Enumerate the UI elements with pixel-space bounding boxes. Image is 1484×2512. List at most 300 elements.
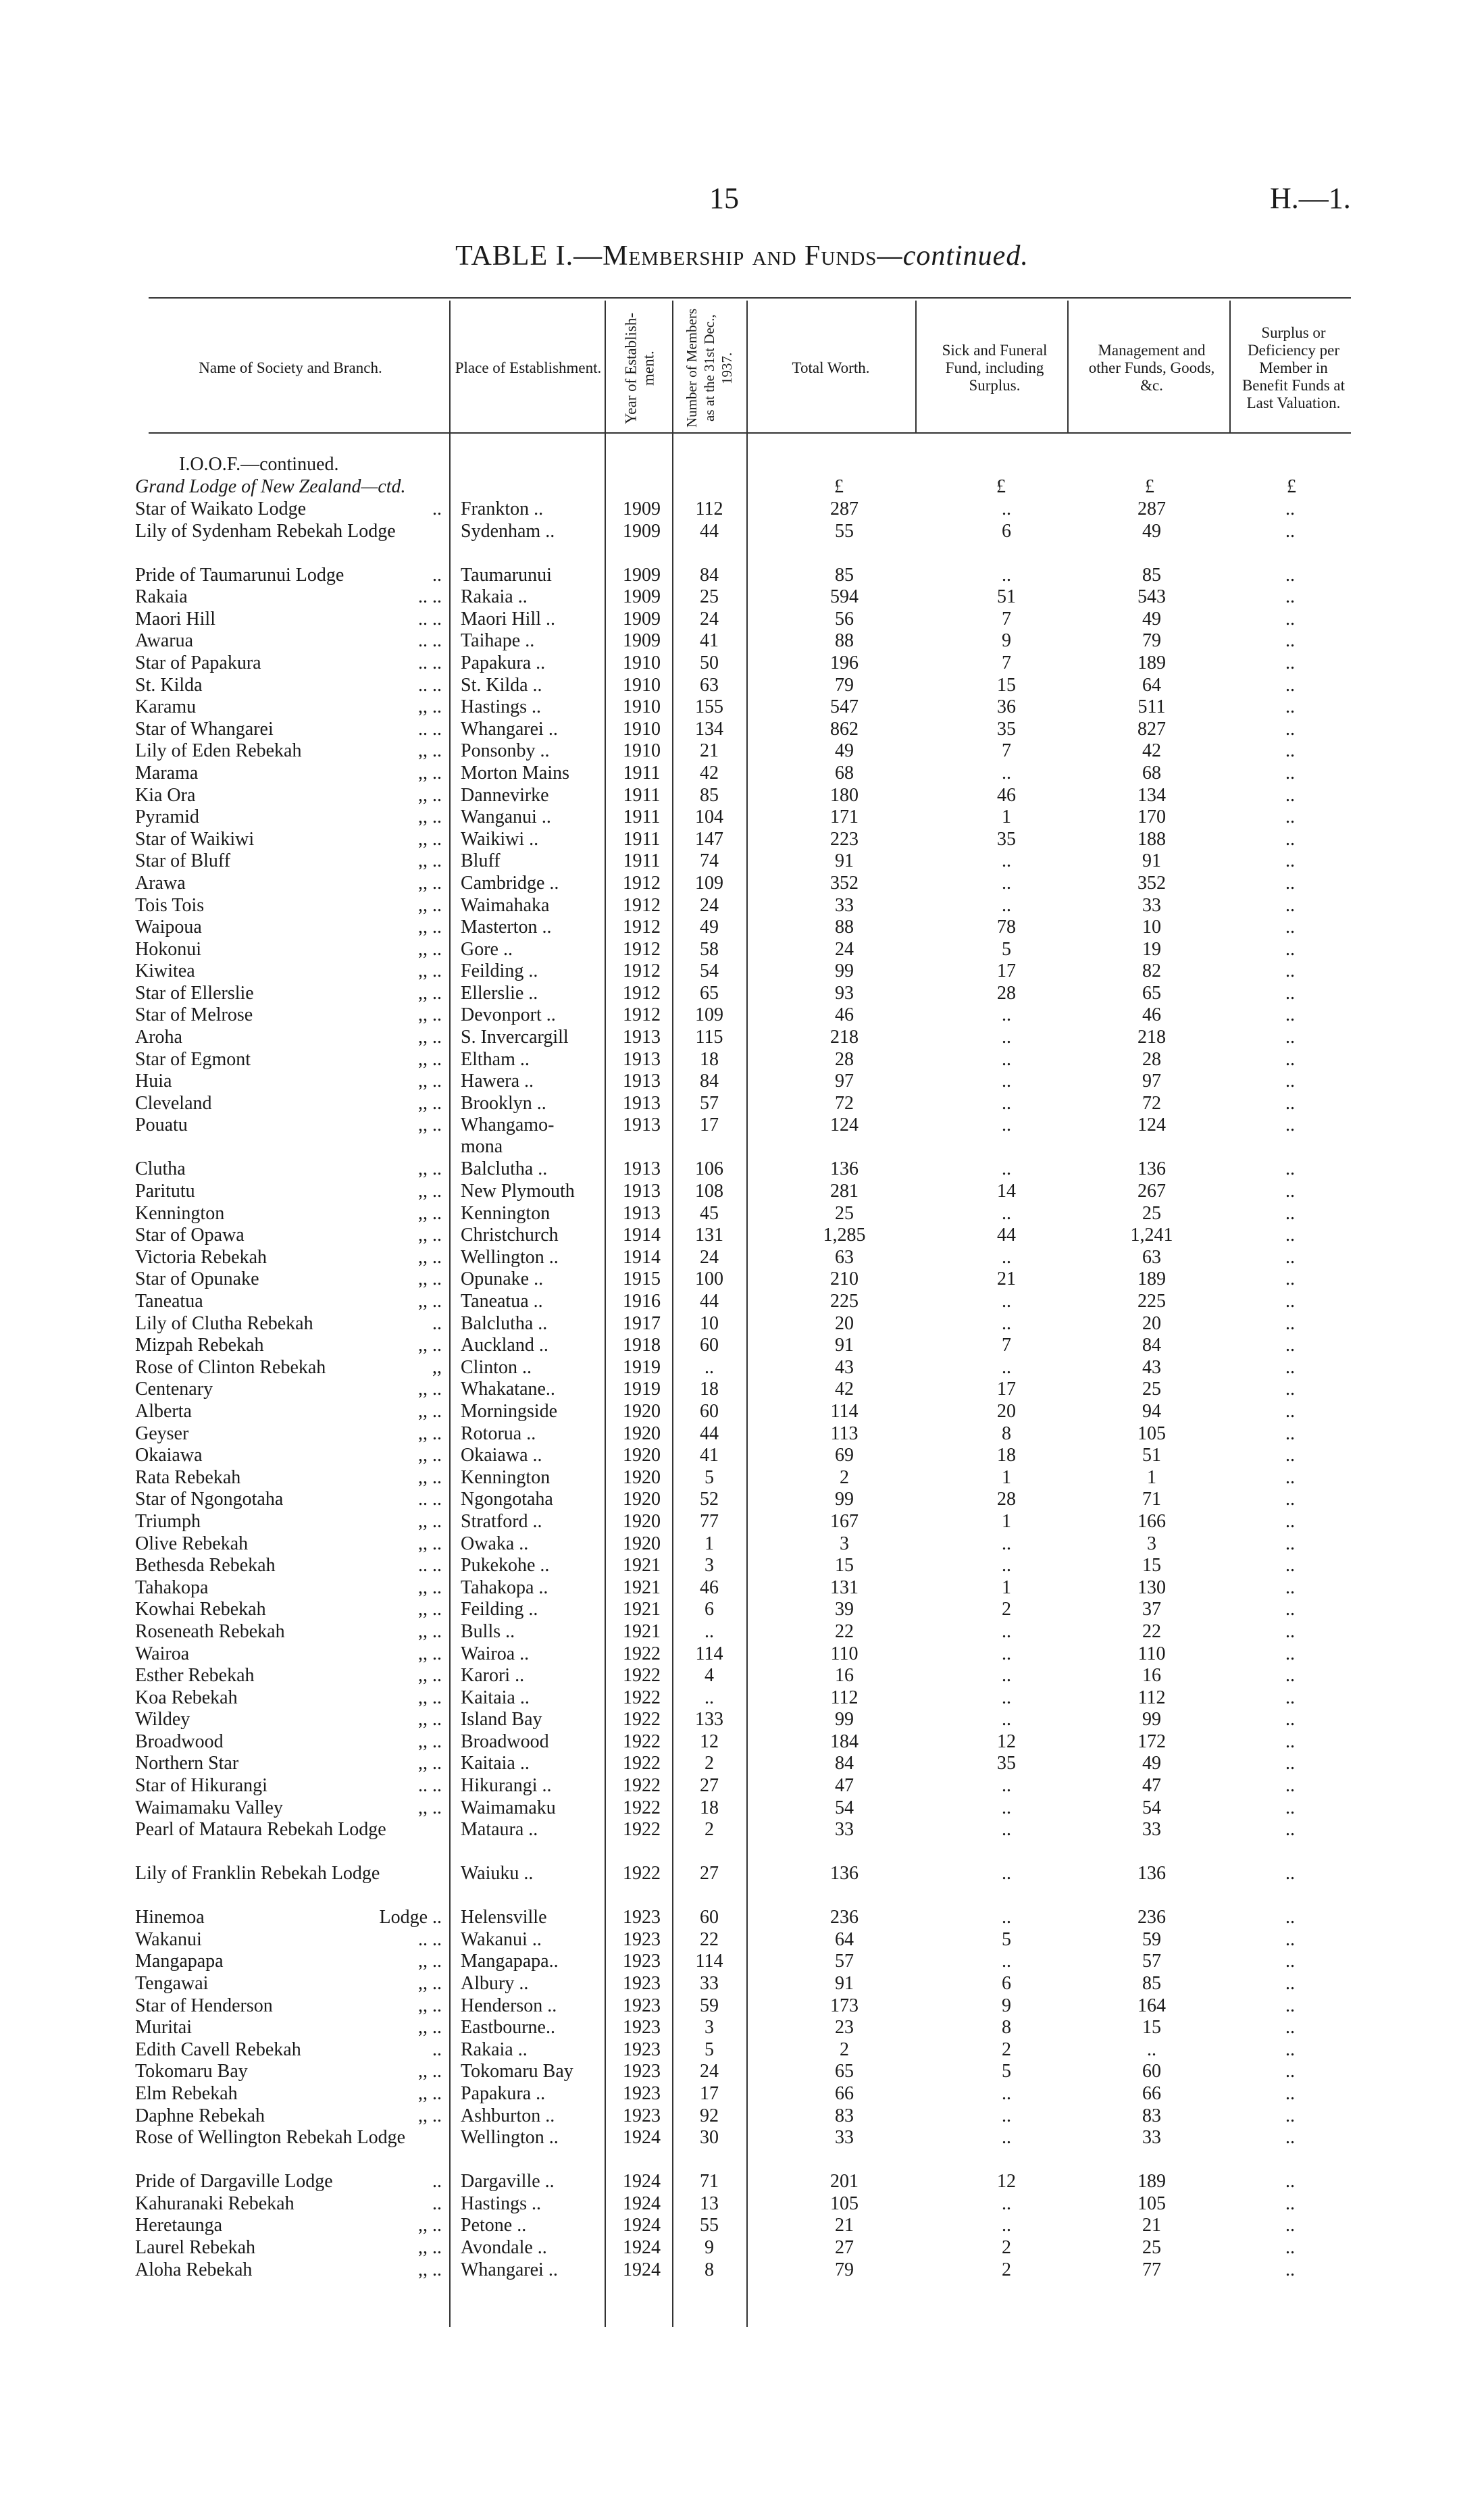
- table-title: [0, 240, 1484, 272]
- total-worth: 2: [840, 2039, 849, 2060]
- surplus-per-member: ..: [1285, 1445, 1295, 1466]
- member-count: 1: [705, 1533, 714, 1554]
- surplus-per-member: ..: [1285, 1620, 1295, 1642]
- total-worth: 171: [830, 806, 859, 828]
- total-worth: 20: [835, 1312, 854, 1334]
- leader-dots: ..: [432, 564, 442, 586]
- branch-name: Centenary ,, ..: [135, 1379, 442, 1400]
- sick-funeral-fund: ..: [1002, 1291, 1011, 1312]
- table-row: [0, 1819, 1484, 1863]
- leader-dots: ,, ..: [418, 2061, 442, 2082]
- place-of-establishment: Helensville: [461, 1907, 547, 1928]
- member-count: 71: [700, 2171, 719, 2193]
- branch-name: Cleveland ,, ..: [135, 1092, 442, 1114]
- place-of-establishment: Feilding ..: [461, 1599, 538, 1620]
- management-funds: 66: [1142, 2083, 1161, 2104]
- leader-dots: ,, ..: [418, 1114, 442, 1136]
- branch-name: Tengawai ,, ..: [135, 1973, 442, 1995]
- branch-name: Star of Melrose ,, ..: [135, 1004, 442, 1026]
- total-worth: 33: [835, 894, 854, 916]
- leader-dots: Lodge ..: [379, 1907, 442, 1928]
- year-established: 1913: [623, 1071, 661, 1092]
- place-of-establishment: Morton Mains: [461, 762, 569, 784]
- table-row: [0, 2259, 1484, 2282]
- management-funds: 46: [1142, 1004, 1161, 1026]
- leader-dots: ,, ..: [418, 1291, 442, 1312]
- surplus-per-member: ..: [1285, 2061, 1295, 2082]
- surplus-per-member: ..: [1285, 1048, 1295, 1070]
- management-funds: 51: [1142, 1445, 1161, 1466]
- management-funds: 33: [1142, 894, 1161, 916]
- surplus-per-member: ..: [1285, 674, 1295, 696]
- table-row: [0, 1291, 1484, 1313]
- total-worth: 46: [835, 1004, 854, 1026]
- leader-dots: ,, ..: [418, 1665, 442, 1687]
- surplus-per-member: ..: [1285, 696, 1295, 718]
- place-of-establishment: Balclutha ..: [461, 1158, 548, 1180]
- year-established: 1922: [623, 1753, 661, 1774]
- place-of-establishment: Waimamaku: [461, 1797, 556, 1818]
- table-row: [0, 1929, 1484, 1951]
- total-worth: 42: [835, 1379, 854, 1400]
- leader-dots: ,, ..: [418, 1533, 442, 1554]
- place-of-establishment: Mataura ..: [461, 1819, 538, 1841]
- member-count: ..: [705, 1620, 714, 1642]
- place-of-establishment: Tahakopa ..: [461, 1577, 548, 1598]
- sick-funeral-fund: 9: [1002, 630, 1011, 652]
- surplus-per-member: ..: [1285, 1400, 1295, 1422]
- total-worth: 79: [835, 2259, 854, 2280]
- member-count: 46: [700, 1577, 719, 1598]
- management-funds: 49: [1142, 1753, 1161, 1774]
- leader-dots: ,, ..: [418, 872, 442, 894]
- surplus-per-member: ..: [1285, 2017, 1295, 2039]
- surplus-per-member: ..: [1285, 1202, 1295, 1224]
- place-of-establishment: Kaitaia ..: [461, 1753, 530, 1774]
- year-established: 1921: [623, 1599, 661, 1620]
- management-funds: 49: [1142, 608, 1161, 630]
- management-funds: 21: [1142, 2215, 1161, 2236]
- leader-dots: ,, ..: [418, 1995, 442, 2016]
- surplus-per-member: ..: [1285, 1731, 1295, 1752]
- sick-funeral-fund: ..: [1002, 1004, 1011, 1026]
- sick-funeral-fund: 6: [1002, 1973, 1011, 1995]
- member-count: 114: [695, 1643, 723, 1664]
- sick-funeral-fund: ..: [1002, 498, 1011, 519]
- table-row: [0, 696, 1484, 719]
- sick-funeral-fund: 46: [997, 784, 1016, 806]
- total-worth: 91: [835, 1973, 854, 1995]
- place-of-establishment: Clinton ..: [461, 1356, 532, 1378]
- branch-name: Roseneath Rebekah ,, ..: [135, 1620, 442, 1642]
- sick-funeral-fund: 1: [1002, 1577, 1011, 1598]
- leader-dots: ..: [432, 2039, 442, 2060]
- member-count: 60: [700, 1907, 719, 1928]
- management-funds: 287: [1137, 498, 1166, 519]
- place-of-establishment: Bluff: [461, 850, 501, 872]
- sick-funeral-fund: 21: [997, 1268, 1016, 1290]
- leader-dots: ,, ..: [418, 1620, 442, 1642]
- branch-name: Tahakopa ,, ..: [135, 1577, 442, 1598]
- management-funds: 189: [1137, 1268, 1166, 1290]
- year-established: 1911: [623, 850, 661, 872]
- total-worth: 862: [830, 718, 859, 740]
- total-worth: 39: [835, 1599, 854, 1620]
- total-worth: 281: [830, 1181, 859, 1202]
- place-of-establishment: Devonport ..: [461, 1004, 556, 1026]
- surplus-per-member: ..: [1285, 1643, 1295, 1664]
- sick-funeral-fund: ..: [1002, 1533, 1011, 1554]
- place-of-establishment: Kennington: [461, 1202, 551, 1224]
- branch-name: Muritai ,, ..: [135, 2017, 442, 2039]
- year-established: 1912: [623, 872, 661, 894]
- branch-name: Star of Whangarei .. ..: [135, 718, 442, 740]
- title-main: Membership and Funds: [603, 240, 877, 272]
- place-of-establishment: Masterton ..: [461, 917, 552, 938]
- member-count: 4: [705, 1665, 714, 1687]
- sick-funeral-fund: ..: [1002, 762, 1011, 784]
- branch-name: Wildey ,, ..: [135, 1709, 442, 1731]
- branch-name: Alberta ,, ..: [135, 1400, 442, 1422]
- sick-funeral-fund: ..: [1002, 1048, 1011, 1070]
- sick-funeral-fund: 8: [1002, 2017, 1011, 2039]
- year-established: 1922: [623, 1863, 661, 1885]
- table-row: [0, 1203, 1484, 1225]
- table-row: [0, 1401, 1484, 1423]
- sick-funeral-fund: ..: [1002, 1114, 1011, 1136]
- branch-name: Geyser ,, ..: [135, 1422, 442, 1444]
- leader-dots: ,, ..: [418, 982, 442, 1004]
- table-row: [0, 1049, 1484, 1071]
- year-established: 1923: [623, 2083, 661, 2104]
- member-count: 2: [705, 1819, 714, 1841]
- total-worth: 57: [835, 1951, 854, 1972]
- branch-name: Okaiawa ,, ..: [135, 1445, 442, 1466]
- surplus-per-member: ..: [1285, 917, 1295, 938]
- leader-dots: ,, ..: [418, 1004, 442, 1026]
- surplus-per-member: ..: [1285, 1951, 1295, 1972]
- leader-dots: ,, ..: [418, 1422, 442, 1444]
- total-worth: 85: [835, 564, 854, 586]
- year-established: 1913: [623, 1181, 661, 1202]
- surplus-per-member: ..: [1285, 1092, 1295, 1114]
- sick-funeral-fund: ..: [1002, 2127, 1011, 2149]
- branch-name: Star of Ellerslie ,, ..: [135, 982, 442, 1004]
- member-count: 18: [700, 1048, 719, 1070]
- place-of-establishment: Tokomaru Bay: [461, 2061, 573, 2082]
- member-count: 21: [700, 740, 719, 762]
- branch-name: Star of Henderson ,, ..: [135, 1995, 442, 2016]
- management-funds: 99: [1142, 1709, 1161, 1731]
- place-of-establishment: Rotorua ..: [461, 1422, 536, 1444]
- member-count: 24: [700, 894, 719, 916]
- sick-funeral-fund: ..: [1002, 1202, 1011, 1224]
- branch-name: Wairoa ,, ..: [135, 1643, 442, 1664]
- col-divider: [1229, 301, 1231, 432]
- table-row: [0, 1863, 1484, 1907]
- member-count: 12: [700, 1731, 719, 1752]
- sick-funeral-fund: ..: [1002, 1863, 1011, 1885]
- surplus-per-member: ..: [1285, 2215, 1295, 2236]
- total-worth: 55: [835, 520, 854, 542]
- total-worth: 91: [835, 1335, 854, 1356]
- management-funds: 57: [1142, 1951, 1161, 1972]
- total-worth: 79: [835, 674, 854, 696]
- member-count: 109: [695, 1004, 723, 1026]
- sick-funeral-fund: ..: [1002, 2215, 1011, 2236]
- member-count: 85: [700, 784, 719, 806]
- surplus-per-member: ..: [1285, 718, 1295, 740]
- branch-name: Star of Opunake ,, ..: [135, 1268, 442, 1290]
- table-row: [0, 2215, 1484, 2237]
- member-count: 108: [695, 1181, 723, 1202]
- currency-total: £: [834, 476, 844, 497]
- sick-funeral-fund: 78: [997, 917, 1016, 938]
- table-row: [0, 1797, 1484, 1820]
- branch-name: Waipoua ,, ..: [135, 917, 442, 938]
- title-suffix: —continued.: [877, 240, 1029, 272]
- table-row: [0, 2017, 1484, 2039]
- year-established: 1912: [623, 917, 661, 938]
- year-established: 1924: [623, 2259, 661, 2280]
- year-established: 1912: [623, 982, 661, 1004]
- year-established: 1922: [623, 1709, 661, 1731]
- management-funds: 827: [1137, 718, 1166, 740]
- member-count: 57: [700, 1092, 719, 1114]
- leader-dots: ,, ..: [418, 2017, 442, 2039]
- branch-name: Victoria Rebekah ,, ..: [135, 1246, 442, 1268]
- leader-dots: ,, ..: [418, 1445, 442, 1466]
- table-row: [0, 652, 1484, 675]
- place-of-establishment: Whakatane..: [461, 1379, 555, 1400]
- place-of-establishment: Hikurangi ..: [461, 1775, 552, 1797]
- surplus-per-member: ..: [1285, 982, 1295, 1004]
- sick-funeral-fund: 2: [1002, 2259, 1011, 2280]
- leader-dots: ,, ..: [418, 1092, 442, 1114]
- sick-funeral-fund: ..: [1002, 2083, 1011, 2104]
- year-established: 1923: [623, 2105, 661, 2126]
- management-funds: 82: [1142, 960, 1161, 982]
- place-of-establishment: Waiuku ..: [461, 1863, 534, 1885]
- total-worth: 225: [830, 1291, 859, 1312]
- total-worth: 99: [835, 1709, 854, 1731]
- table-row: [0, 1621, 1484, 1643]
- surplus-per-member: ..: [1285, 498, 1295, 519]
- management-funds: 33: [1142, 2127, 1161, 2149]
- year-established: 1924: [623, 2236, 661, 2258]
- surplus-per-member: ..: [1285, 784, 1295, 806]
- sick-funeral-fund: 28: [997, 982, 1016, 1004]
- member-count: ..: [705, 1356, 714, 1378]
- total-worth: 223: [830, 828, 859, 850]
- total-worth: 287: [830, 498, 859, 519]
- surplus-per-member: ..: [1285, 1709, 1295, 1731]
- total-worth: 180: [830, 784, 859, 806]
- surplus-per-member: ..: [1285, 1775, 1295, 1797]
- management-funds: 3: [1147, 1533, 1156, 1554]
- sick-funeral-fund: ..: [1002, 2105, 1011, 2126]
- leader-dots: ,, ..: [418, 1599, 442, 1620]
- surplus-per-member: ..: [1285, 1819, 1295, 1841]
- place-of-establishment: Eltham ..: [461, 1048, 530, 1070]
- management-funds: 124: [1137, 1114, 1166, 1136]
- place-of-establishment: Albury ..: [461, 1973, 529, 1995]
- year-established: 1922: [623, 1665, 661, 1687]
- table-row: [0, 2237, 1484, 2259]
- branch-name: St. Kilda .. ..: [135, 674, 442, 696]
- branch-name: Hokonui ,, ..: [135, 938, 442, 960]
- branch-name: Lily of Sydenham Rebekah Lodge: [135, 520, 396, 542]
- table-row: [0, 917, 1484, 939]
- total-worth: 352: [830, 872, 859, 894]
- management-funds: 54: [1142, 1797, 1161, 1818]
- title-prefix: TABLE I.—: [455, 240, 603, 272]
- year-established: 1917: [623, 1312, 661, 1334]
- leader-dots: ..: [432, 498, 442, 519]
- total-worth: 33: [835, 2127, 854, 2149]
- total-worth: 201: [830, 2171, 859, 2193]
- member-count: 49: [700, 917, 719, 938]
- surplus-per-member: ..: [1285, 1466, 1295, 1488]
- sick-funeral-fund: ..: [1002, 1158, 1011, 1180]
- leader-dots: ,, ..: [418, 1268, 442, 1290]
- year-established: 1922: [623, 1687, 661, 1708]
- management-funds: 33: [1142, 1819, 1161, 1841]
- table-row: [0, 850, 1484, 873]
- branch-name: Wakanui .. ..: [135, 1928, 442, 1950]
- place-of-establishment: St. Kilda ..: [461, 674, 542, 696]
- sick-funeral-fund: 35: [997, 1753, 1016, 1774]
- table-row: [0, 1114, 1484, 1158]
- management-funds: 110: [1137, 1643, 1166, 1664]
- year-established: 1921: [623, 1577, 661, 1598]
- member-count: 24: [700, 608, 719, 630]
- branch-name: Heretaunga ,, ..: [135, 2215, 442, 2236]
- place-of-establishment: Gore ..: [461, 938, 513, 960]
- place-of-establishment: Dannevirke: [461, 784, 549, 806]
- leader-dots: ,, ..: [418, 2236, 442, 2258]
- year-established: 1922: [623, 1819, 661, 1841]
- management-funds: 85: [1142, 564, 1161, 586]
- member-count: 54: [700, 960, 719, 982]
- management-funds: 94: [1142, 1400, 1161, 1422]
- place-of-establishment: Ponsonby ..: [461, 740, 550, 762]
- year-established: 1913: [623, 1092, 661, 1114]
- header-year: Year of Establish-ment.: [622, 312, 657, 424]
- table-row: [0, 1467, 1484, 1489]
- management-funds: 1: [1147, 1466, 1156, 1488]
- management-funds: 20: [1142, 1312, 1161, 1334]
- sick-funeral-fund: 7: [1002, 608, 1011, 630]
- year-established: 1911: [623, 762, 661, 784]
- branch-name: Edith Cavell Rebekah ..: [135, 2039, 442, 2060]
- header-bottom-rule: [149, 432, 1351, 434]
- year-established: 1923: [623, 2017, 661, 2039]
- surplus-per-member: ..: [1285, 894, 1295, 916]
- management-funds: 85: [1142, 1973, 1161, 1995]
- total-worth: 2: [840, 1466, 849, 1488]
- leader-dots: ,, ..: [418, 938, 442, 960]
- table-row: [0, 1731, 1484, 1753]
- leader-dots: ,, ..: [418, 850, 442, 872]
- leader-dots: ,, ..: [418, 762, 442, 784]
- year-established: 1912: [623, 938, 661, 960]
- total-worth: 113: [830, 1422, 859, 1444]
- sick-funeral-fund: ..: [1002, 1312, 1011, 1334]
- branch-name: Arawa ,, ..: [135, 872, 442, 894]
- year-established: 1912: [623, 960, 661, 982]
- sick-funeral-fund: ..: [1002, 1709, 1011, 1731]
- management-funds: 166: [1137, 1510, 1166, 1532]
- total-worth: 99: [835, 960, 854, 982]
- sick-funeral-fund: 1: [1002, 1466, 1011, 1488]
- year-established: 1910: [623, 718, 661, 740]
- total-worth: 594: [830, 586, 859, 608]
- total-worth: 83: [835, 2105, 854, 2126]
- management-funds: 79: [1142, 630, 1161, 652]
- leader-dots: ,, ..: [418, 1027, 442, 1048]
- total-worth: 112: [830, 1687, 859, 1708]
- table-row: [0, 806, 1484, 829]
- sick-funeral-fund: 8: [1002, 1422, 1011, 1444]
- place-of-establishment: Papakura ..: [461, 2083, 546, 2104]
- branch-name: Star of Ngongotaha .. ..: [135, 1489, 442, 1510]
- table-row: [0, 1357, 1484, 1379]
- management-funds: 130: [1137, 1577, 1166, 1598]
- year-established: 1918: [623, 1335, 661, 1356]
- year-established: 1913: [623, 1114, 661, 1136]
- surplus-per-member: ..: [1285, 1071, 1295, 1092]
- table-row: [0, 2083, 1484, 2105]
- branch-name: Star of Bluff ,, ..: [135, 850, 442, 872]
- total-worth: 28: [835, 1048, 854, 1070]
- total-worth: 84: [835, 1753, 854, 1774]
- leader-dots: ,, ..: [418, 1797, 442, 1818]
- leader-dots: ,, ..: [418, 1687, 442, 1708]
- place-of-establishment: Bulls ..: [461, 1620, 515, 1642]
- leader-dots: ,, ..: [418, 784, 442, 806]
- table-row: [0, 1093, 1484, 1115]
- total-worth: 43: [835, 1356, 854, 1378]
- leader-dots: .. ..: [418, 1928, 442, 1950]
- total-worth: 88: [835, 630, 854, 652]
- member-count: 17: [700, 2083, 719, 2104]
- sick-funeral-fund: ..: [1002, 894, 1011, 916]
- sick-funeral-fund: ..: [1002, 1071, 1011, 1092]
- branch-name: Triumph ,, ..: [135, 1510, 442, 1532]
- table-row: [0, 1687, 1484, 1710]
- leader-dots: ,, ..: [418, 1510, 442, 1532]
- header-members: Number of Members as at the 31st Dec., 1937.: [684, 308, 735, 428]
- total-worth: 66: [835, 2083, 854, 2104]
- place-of-establishment: Henderson ..: [461, 1995, 557, 2016]
- leader-dots: ,, ..: [418, 1048, 442, 1070]
- branch-name: Star of Opawa ,, ..: [135, 1225, 442, 1246]
- sick-funeral-fund: 2: [1002, 2039, 1011, 2060]
- place-of-establishment: Opunake ..: [461, 1268, 544, 1290]
- leader-dots: ,,: [432, 1356, 442, 1378]
- year-established: 1923: [623, 1995, 661, 2016]
- surplus-per-member: ..: [1285, 960, 1295, 982]
- sick-funeral-fund: 2: [1002, 2236, 1011, 2258]
- leader-dots: .. ..: [418, 586, 442, 608]
- total-worth: 68: [835, 762, 854, 784]
- surplus-per-member: ..: [1285, 1379, 1295, 1400]
- management-funds: 105: [1137, 2193, 1166, 2214]
- branch-name: Lily of Eden Rebekah ,, ..: [135, 740, 442, 762]
- branch-name: Pyramid ,, ..: [135, 806, 442, 828]
- year-established: 1920: [623, 1510, 661, 1532]
